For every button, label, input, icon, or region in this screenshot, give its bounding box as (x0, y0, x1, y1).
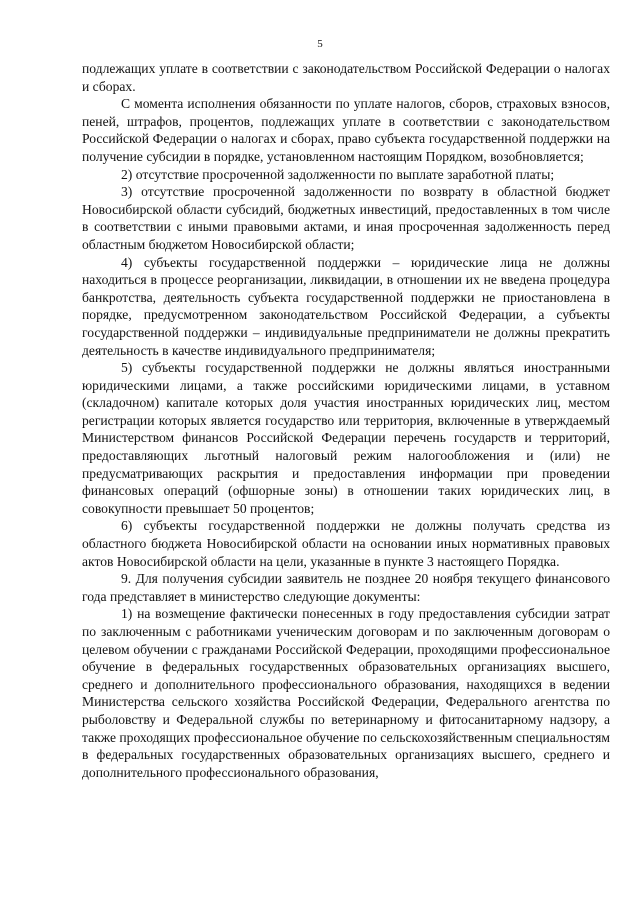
paragraph-section-9: 9. Для получения субсидии заявитель не позднее 20 ноября текущего финансового года представляет в министерство следующие документы: (82, 571, 610, 604)
paragraph-item-6: 6) субъекты государственной поддержки не должны получать средства из областного бюджета Новосибирской области на основании иных нормативных правовых актов Новосибирской области на цели, указанные в пункте 3 настоящего Порядка. (82, 518, 610, 569)
paragraph-item-2: 2) отсутствие просроченной задолженности по выплате заработной платы; (121, 166, 555, 182)
paragraph-item-3: 3) отсутствие просроченной задолженности по возврату в областной бюджет Новосибирской области субсидий, бюджетных инвестиций, предоставленных в том числе в соответствии с иными правовыми актами, и иная просроченная задолженность перед областным бюджетом Новосибирской области; (82, 184, 610, 252)
paragraph-resumption: С момента исполнения обязанности по уплате налогов, сборов, страховых взносов, пеней, штрафов, процентов, подлежащих уплате в соответствии с законодательством Российской Федерации о налогах и сборах, право субъекта государственной поддержки на получение субсидии в порядке, установленном настоящим Порядком, возобновляется; (82, 96, 610, 164)
document-body (82, 60, 610, 781)
paragraph-item-4: 4) субъекты государственной поддержки – юридические лица не должны находиться в процессе реорганизации, ликвидации, в отношении их не введена процедура банкротства, деятельность субъекта государственной поддержки не приостановлена в порядке, предусмотренном законодательством Российской Федерации, а субъекты государственной поддержки – индивидуальные предприниматели не должны прекратить деятельность в качестве индивидуального предпринимателя; (82, 254, 610, 358)
paragraph-section-9-item-1: 1) на возмещение фактически понесенных в году предоставления субсидии затрат по заключенным с работниками ученическим договорам и по заключенным договорам о целевом обучении с гражданами Российской Федерации, проходящими профессиональное обучение в федеральных государственных образовательных организациях высшего, среднего и дополнительного профессионального образования, находящихся в ведении Министерства сельского хозяйства Российской Федерации, Федерального агентства по рыболовству и Федеральной службы по ветеринарному и фитосанитарному надзору, а также проходящих профессиональное обучение по сельскохозяйственным специальностям в федеральных государственных образовательных организациях высшего, среднего и дополнительного профессионального образования, (82, 606, 611, 780)
paragraph-continuation: подлежащих уплате в соответствии с законодательством Российской Федерации о налогах и сборах. (82, 61, 610, 94)
paragraph-item-5: 5) субъекты государственной поддержки не должны являться иностранными юридическими лицами, а также российскими юридическими лицами, в уставном (складочном) капитале которых доля участия иностранных юридических лиц, местом регистрации которых является государство или территория, включенные в утверждаемый Министерством финансов Российской Федерации перечень государств и территорий, предоставляющих льготный налоговый режим налогообложения и (или) не предусматривающих раскрытия и предоставления информации при проведении финансовых операций (офшорные зоны) в отношении таких юридических лиц, в совокупности превышает 50 процентов; (82, 360, 610, 516)
page-number: 5 (317, 38, 323, 50)
